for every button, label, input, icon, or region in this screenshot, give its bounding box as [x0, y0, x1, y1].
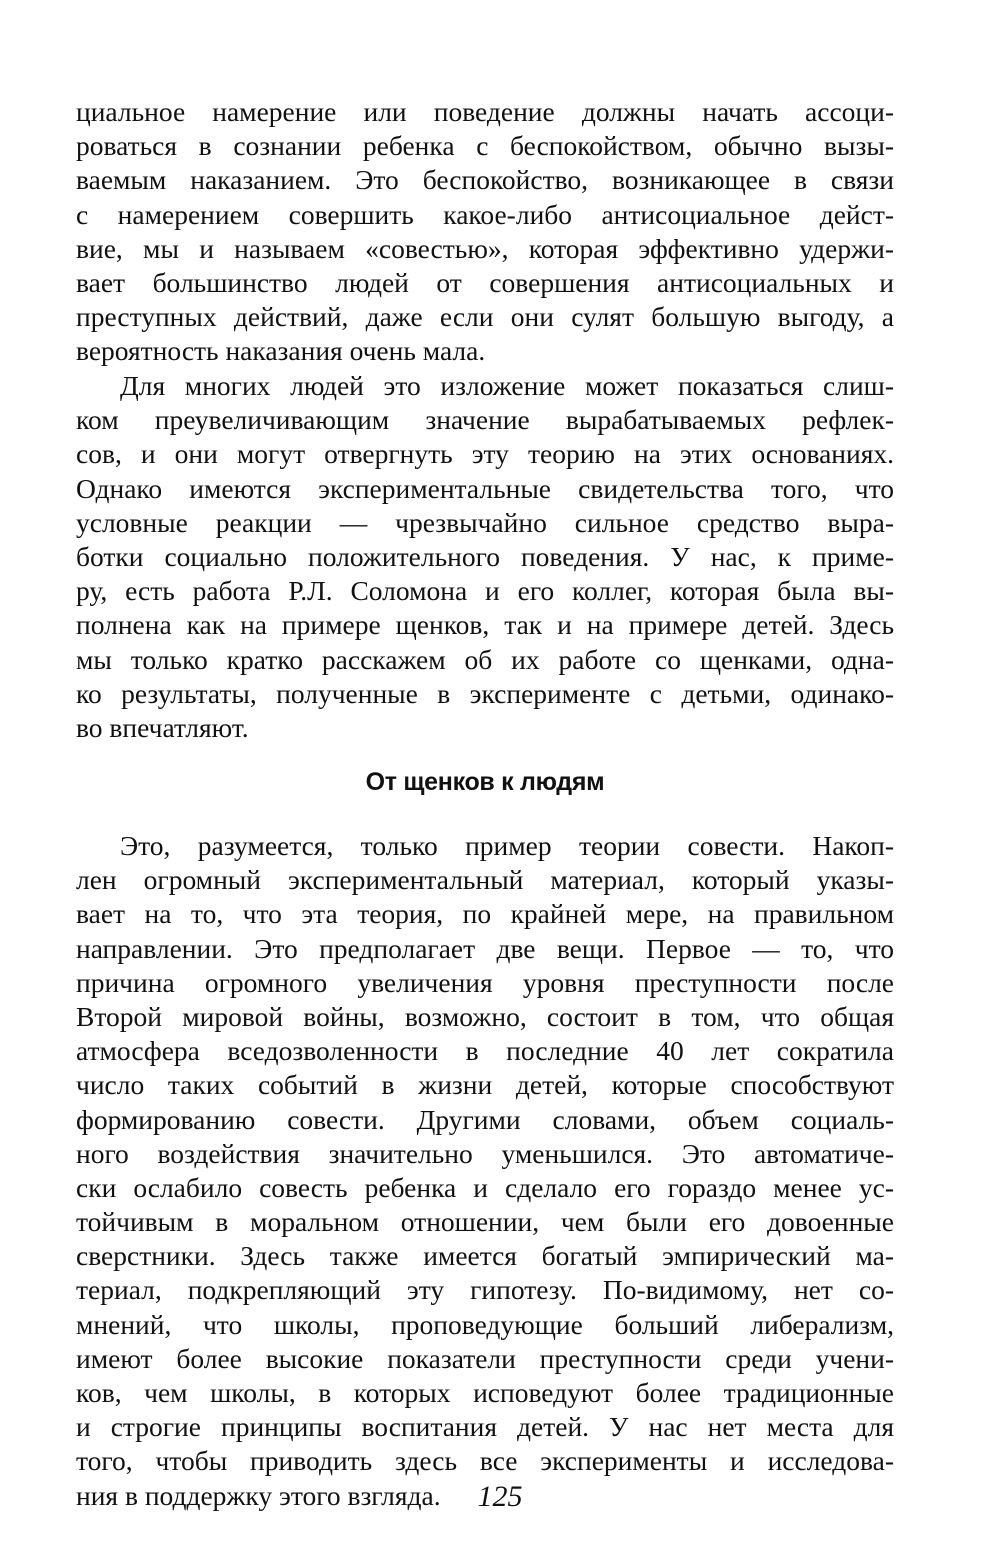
paragraph-2 — [76, 369, 894, 745]
text-line: преступных действий, даже если они сулят большую выгоду, а — [76, 301, 894, 333]
text-line: направлении. Это предполагает две вещи. Первое — то, что — [76, 932, 894, 964]
text-line: роваться в сознании ребенка с беспокойством, обычно вызы- — [76, 130, 894, 162]
text-line: териал, подкрепляющий эту гипотезу. По-видимому, нет со- — [76, 1274, 894, 1306]
text-line: ков, чем школы, в которых исповедуют более традиционные — [76, 1377, 894, 1408]
text-line: вает на то, что эта теория, по крайней мере, на правильном — [76, 898, 894, 930]
text-line: ваемым наказанием. Это беспокойство, возникающее в связи — [76, 164, 894, 196]
text-line: ру, есть работа Р.Л. Соломона и его коллег, которая была вы- — [76, 575, 894, 607]
page-number: 125 — [477, 1480, 523, 1513]
text-line: ботки социально положительного поведения. У нас, к приме- — [76, 540, 894, 572]
text-line: атмосфера вседозволенности в последние 40 лет сократила — [76, 1035, 894, 1067]
text-line: Для многих людей это изложение может показаться слиш- — [120, 370, 894, 401]
text-line: причина огромного увеличения уровня преступности после — [76, 966, 894, 998]
text-line: сверстники. Здесь также имеется богатый эмпирический ма- — [76, 1240, 894, 1272]
text-line: ния в поддержку этого взгляда. — [76, 1479, 441, 1511]
text-line: во впечатляют. — [76, 711, 249, 743]
paragraph-3 — [76, 829, 894, 1513]
text-line: условные реакции — чрезвычайно сильное средство выра- — [76, 506, 894, 538]
text-line: Второй мировой войны, возможно, состоит в том, что общая — [76, 1000, 894, 1032]
text-line: ного воздействия значительно уменьшился. Это автоматиче- — [76, 1137, 894, 1169]
text-line: сов, и они могут отвергнуть эту теорию на этих основаниях. — [76, 438, 894, 470]
text-line: ком преувеличивающим значение вырабатываемых рефлек- — [76, 404, 894, 436]
text-line: формированию совести. Другими словами, объем социаль- — [76, 1103, 894, 1135]
text-line: лен огромный экспериментальный материал, который указы- — [76, 864, 894, 896]
text-line: того, чтобы приводить здесь все эксперименты и исследова- — [76, 1445, 894, 1477]
text-line: ко результаты, полученные в эксперименте с детьми, одинако- — [76, 677, 894, 709]
text-line: мнений, что школы, проповедующие больший либерализм, — [76, 1308, 894, 1340]
text-line: имеют более высокие показатели преступности среди учени- — [76, 1342, 894, 1374]
text-line: с намерением совершить какое-либо антисоциальное дейст- — [76, 198, 894, 230]
text-line: число таких событий в жизни детей, которые способствуют — [76, 1069, 894, 1101]
text-line: Это, разумеется, только пример теории совести. Накоп- — [120, 830, 894, 861]
paragraph-1 — [76, 95, 894, 369]
text-line: вие, мы и называем «совестью», которая эффективно удержи- — [76, 232, 894, 264]
text-line: вает большинство людей от совершения антисоциальных и — [76, 266, 894, 298]
text-line: тойчивым в моральном отношении, чем были его довоенные — [76, 1206, 894, 1238]
text-line: мы только кратко расскажем об их работе со щенками, одна- — [76, 643, 894, 675]
text-line: ски ослабило совесть ребенка и сделало его гораздо менее ус- — [76, 1171, 894, 1203]
text-line: полнена как на примере щенков, так и на примере детей. Здесь — [76, 609, 894, 641]
text-line: вероятность наказания очень мала. — [76, 335, 486, 367]
text-line: и строгие принципы воспитания детей. У нас нет места для — [76, 1411, 894, 1443]
section-heading: От щенков к людям — [365, 768, 605, 796]
text-line: Однако имеются экспериментальные свидетельства того, что — [76, 472, 894, 504]
text-line: циальное намерение или поведение должны начать ассоци- — [76, 96, 894, 127]
